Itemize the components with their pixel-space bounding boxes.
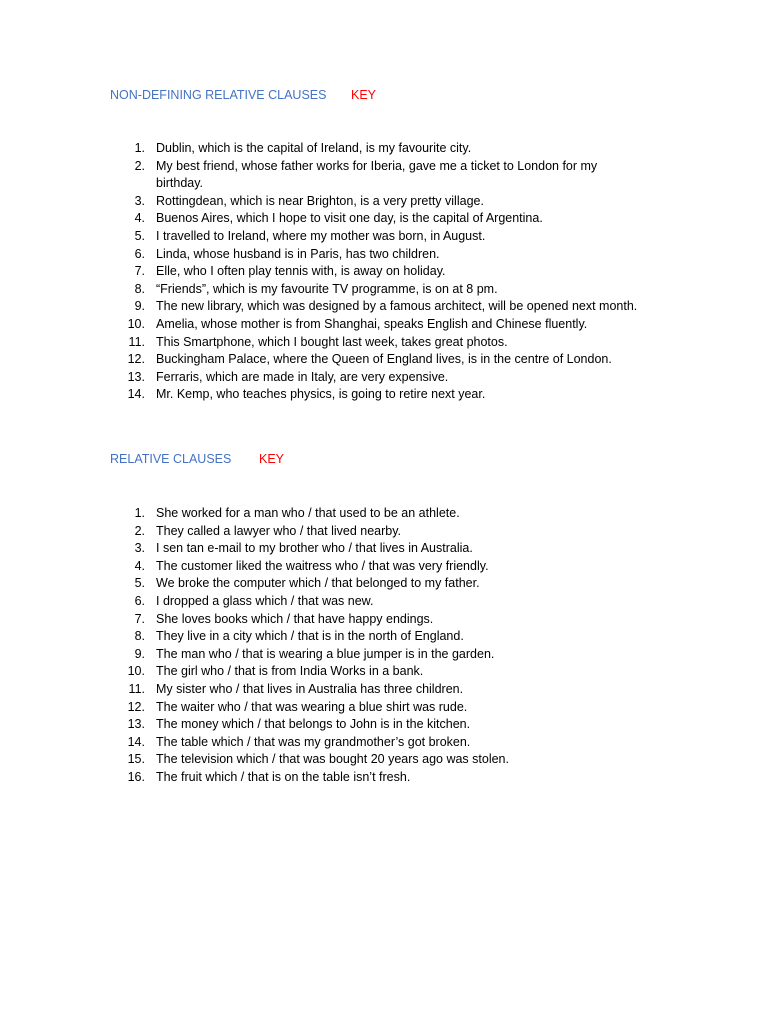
item-number: 9. <box>134 299 145 314</box>
list-item <box>110 681 640 699</box>
key-label: KEY <box>259 452 285 466</box>
item-text: We broke the computer which / that belonged to my father. <box>156 576 480 591</box>
list-item <box>110 558 640 576</box>
list-item <box>110 210 640 228</box>
item-number: 11. <box>128 334 145 349</box>
item-number: 15. <box>127 752 145 767</box>
item-text: The fruit which / that is on the table isn’t fresh. <box>156 769 411 784</box>
section-heading-non-defining <box>110 87 377 103</box>
item-number: 4. <box>134 211 145 226</box>
list-item <box>110 646 640 664</box>
list-item <box>110 628 640 646</box>
item-text: They called a lawyer who / that lived nearby. <box>156 523 402 538</box>
item-number: 14. <box>127 734 145 749</box>
list-item <box>110 334 640 352</box>
list-item <box>110 263 640 281</box>
list-item <box>110 505 640 523</box>
item-text: The waiter who / that was wearing a blue shirt was rude. <box>156 699 468 714</box>
list-item <box>110 540 640 558</box>
item-number: 8. <box>134 629 145 644</box>
list-item <box>110 734 640 752</box>
item-text: The table which / that was my grandmother’s got broken. <box>156 734 471 749</box>
list-item <box>110 140 640 158</box>
list-item <box>110 523 640 541</box>
list-item <box>110 593 640 611</box>
item-text: The money which / that belongs to John is in the kitchen. <box>156 717 471 732</box>
item-text: The man who / that is wearing a blue jumper is in the garden. <box>156 646 495 661</box>
item-text: The television which / that was bought 20 years ago was stolen. <box>156 752 509 767</box>
list-item <box>110 369 640 387</box>
item-number: 14. <box>127 387 145 402</box>
section-heading-relative <box>110 451 285 467</box>
item-number: 9. <box>134 646 145 661</box>
item-text: Buckingham Palace, where the Queen of England lives, is in the centre of London. <box>156 352 612 367</box>
item-text: Ferraris, which are made in Italy, are very expensive. <box>156 369 449 384</box>
item-number: 1. <box>134 506 145 520</box>
item-text: Elle, who I often play tennis with, is away on holiday. <box>156 264 446 279</box>
item-number: 7. <box>134 264 145 279</box>
section-title: RELATIVE CLAUSES <box>110 452 232 466</box>
item-text: My sister who / that lives in Australia has three children. <box>156 681 464 696</box>
item-number: 3. <box>134 541 145 556</box>
item-text: Amelia, whose mother is from Shanghai, speaks English and Chinese fluently. <box>156 316 588 331</box>
item-number: 10. <box>127 316 145 331</box>
item-number: 1. <box>134 141 145 155</box>
list-item <box>110 246 640 264</box>
item-number: 6. <box>134 593 145 608</box>
item-number: 4. <box>134 558 145 573</box>
list-item <box>110 751 640 769</box>
item-number: 10. <box>127 664 145 679</box>
item-number: 3. <box>134 193 145 208</box>
item-text: The customer liked the waitress who / that was very friendly. <box>156 558 489 573</box>
item-text: Mr. Kemp, who teaches physics, is going to retire next year. <box>156 387 486 402</box>
item-text: She worked for a man who / that used to be an athlete. <box>156 506 460 520</box>
list-item <box>110 611 640 629</box>
item-text: My best friend, whose father works for Iberia, gave me a ticket to London for my birthday. <box>156 158 598 191</box>
answer-list-non-defining <box>110 140 640 404</box>
item-text: She loves books which / that have happy endings. <box>156 611 434 626</box>
item-text: This Smartphone, which I bought last week, takes great photos. <box>156 334 508 349</box>
item-number: 12. <box>127 699 145 714</box>
item-number: 11. <box>128 681 145 696</box>
item-number: 2. <box>134 523 145 538</box>
item-number: 16. <box>127 769 145 784</box>
list-item <box>110 769 640 787</box>
list-item <box>110 663 640 681</box>
item-text: Rottingdean, which is near Brighton, is a very pretty village. <box>156 193 484 208</box>
item-text: I dropped a glass which / that was new. <box>156 593 374 608</box>
answer-list-relative <box>110 505 640 787</box>
item-number: 7. <box>134 611 145 626</box>
item-text: Linda, whose husband is in Paris, has two children. <box>156 246 440 261</box>
list-item <box>110 386 640 404</box>
item-number: 12. <box>127 352 145 367</box>
list-item <box>110 575 640 593</box>
list-item <box>110 716 640 734</box>
item-text: The girl who / that is from India Works in a bank. <box>156 664 424 679</box>
item-number: 13. <box>127 717 145 732</box>
item-number: 6. <box>134 246 145 261</box>
list-item <box>110 351 640 369</box>
item-number: 13. <box>127 369 145 384</box>
item-text: Dublin, which is the capital of Ireland, is my favourite city. <box>156 141 472 155</box>
list-item <box>110 158 640 193</box>
item-number: 5. <box>134 576 145 591</box>
item-text: They live in a city which / that is in the north of England. <box>156 629 464 644</box>
section-title: NON-DEFINING RELATIVE CLAUSES <box>110 88 327 102</box>
item-number: 2. <box>134 158 145 173</box>
item-text: “Friends”, which is my favourite TV programme, is on at 8 pm. <box>156 281 498 296</box>
list-item <box>110 298 640 316</box>
item-text: The new library, which was designed by a famous architect, will be opened next month. <box>156 299 638 314</box>
item-number: 5. <box>134 228 145 243</box>
item-text: Buenos Aires, which I hope to visit one day, is the capital of Argentina. <box>156 211 543 226</box>
list-item <box>110 316 640 334</box>
list-item <box>110 699 640 717</box>
item-text: I travelled to Ireland, where my mother was born, in August. <box>156 228 486 243</box>
item-text: I sen tan e-mail to my brother who / that lives in Australia. <box>156 541 473 556</box>
list-item <box>110 281 640 299</box>
key-label: KEY <box>351 88 377 102</box>
list-item <box>110 228 640 246</box>
list-item <box>110 193 640 211</box>
item-number: 8. <box>134 281 145 296</box>
